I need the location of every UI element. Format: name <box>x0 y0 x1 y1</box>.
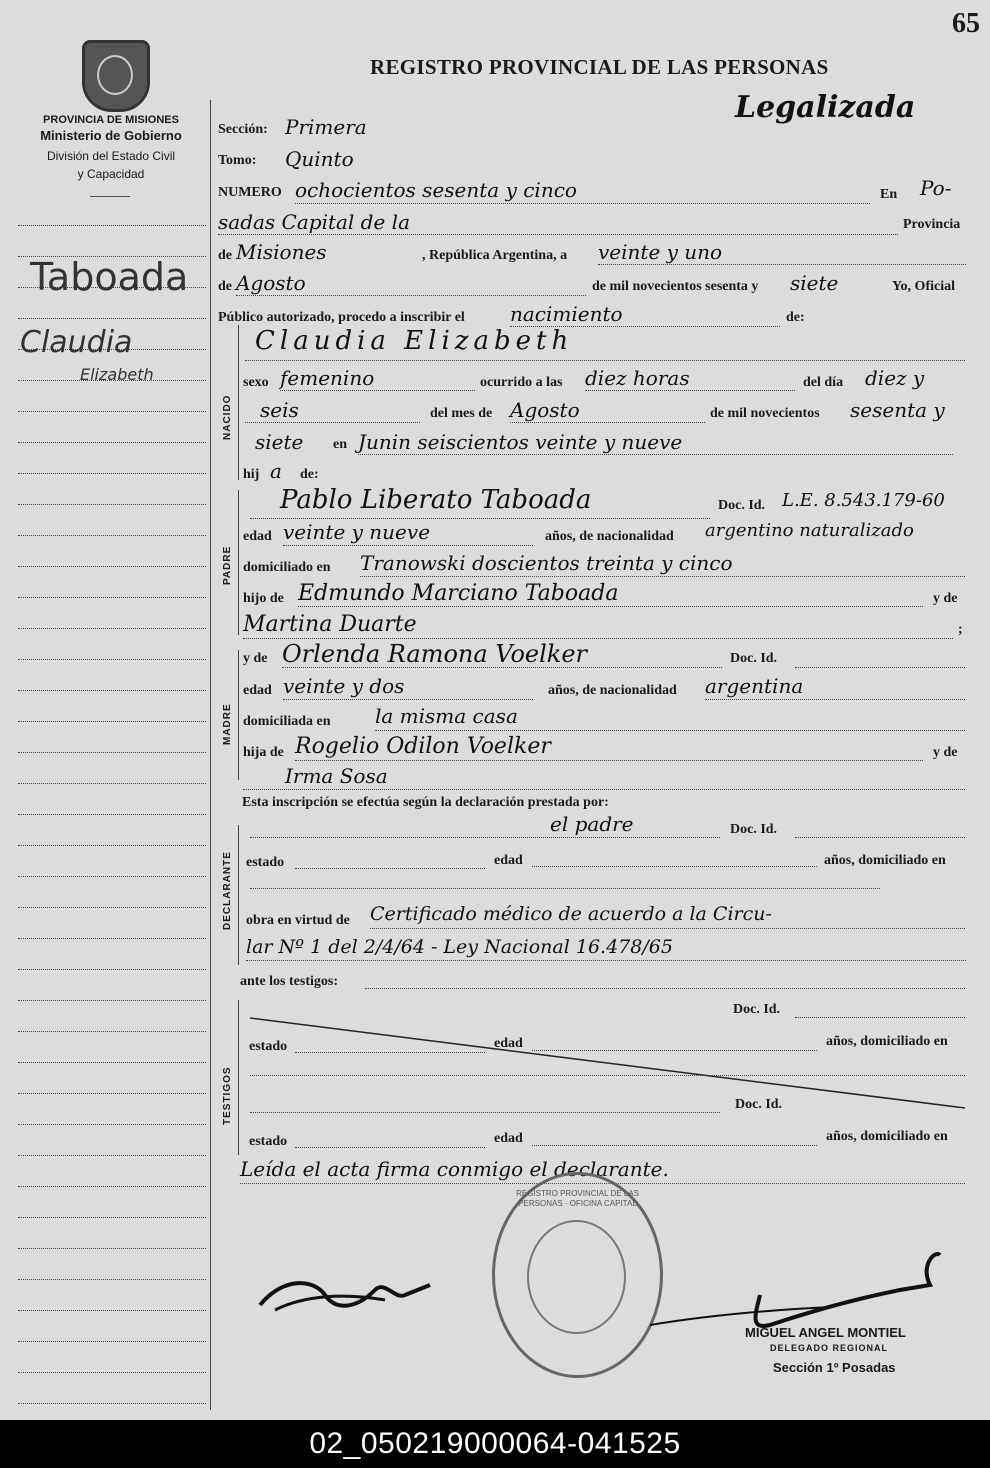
value-padre-doc: L.E. 8.543.179-60 <box>782 490 945 511</box>
value-lugar: Junin seiscientos veinte y nueve <box>358 430 683 454</box>
value-padre-madre: Martina Duarte <box>243 612 417 637</box>
agency-ministry: Ministerio de Gobierno <box>40 128 182 143</box>
margin-rule-line <box>18 783 206 784</box>
label-madre-doc: Doc. Id. <box>730 651 778 666</box>
label-hij: hij <box>243 467 260 482</box>
label-provincia: Provincia <box>903 217 961 232</box>
label-publico: Público autorizado, procedo a inscribir el <box>218 310 465 325</box>
line-testigo2-edad <box>532 1145 817 1146</box>
value-dia-a: diez y <box>865 366 925 390</box>
label-testigo2-estado: estado <box>249 1134 288 1149</box>
line-lugar <box>358 454 953 455</box>
margin-rule-line <box>18 597 206 598</box>
declarante-bracket <box>238 825 239 965</box>
value-padre: Pablo Liberato Taboada <box>280 485 592 515</box>
label-padre-edad: edad <box>243 529 272 544</box>
section-testigos: TESTIGOS <box>222 1066 233 1125</box>
line-numero <box>295 203 870 204</box>
footer-document-id: 02_050219000064-041525 <box>0 1420 990 1468</box>
label-madre-nac: años, de nacionalidad <box>548 683 677 698</box>
margin-rule-line <box>18 690 206 691</box>
margin-line <box>210 100 211 1410</box>
label-esta-inscripcion: Esta inscripción se efectúa según la declaración prestada por: <box>242 795 609 810</box>
margin-rule-line <box>18 1000 206 1001</box>
label-de-mil: de mil novecientos sesenta y <box>592 279 759 294</box>
line-mes <box>236 295 586 296</box>
value-anio: siete <box>790 271 839 295</box>
value-obra-b: lar Nº 1 del 2/4/64 - Ley Nacional 16.478/65 <box>246 936 673 958</box>
label-padre-dom: domiciliado en <box>243 560 331 575</box>
label-testigo1-doc: Doc. Id. <box>733 1002 781 1017</box>
value-tomo: Quinto <box>285 147 354 171</box>
line-testigo2 <box>250 1112 720 1113</box>
margin-rule-line <box>18 1279 206 1280</box>
line-testigo1-estado <box>295 1052 485 1053</box>
margin-rule-line <box>18 814 206 815</box>
section-nacido: NACIDO <box>222 394 233 440</box>
value-madre-madre: Irma Sosa <box>285 764 388 788</box>
margin-rule-line <box>18 876 206 877</box>
line-obra-b <box>246 960 966 961</box>
nacido-bracket <box>238 325 239 480</box>
label-testigo1-dom: años, domiciliado en <box>826 1034 948 1049</box>
value-numero: ochocientos sesenta y cinco <box>295 178 577 202</box>
margin-given-name-1: Claudia <box>20 325 133 360</box>
line-padre-hijo <box>298 606 923 607</box>
line-hora <box>585 390 795 391</box>
label-tomo: Tomo: <box>218 153 257 168</box>
value-obra-a: Certificado médico de acuerdo a la Circu- <box>370 903 772 925</box>
margin-rule-line <box>18 535 206 536</box>
label-declarante-edad: edad <box>494 853 523 868</box>
margin-rule-line <box>18 659 206 660</box>
margin-rule-line <box>18 1341 206 1342</box>
line-en <box>218 234 898 235</box>
line-fecha <box>598 264 966 265</box>
label-testigo1-edad: edad <box>494 1036 523 1051</box>
margin-rule-line <box>18 504 206 505</box>
margin-rule-line <box>18 1093 206 1094</box>
value-en-a: Po- <box>920 176 952 200</box>
page-number: 65 <box>952 8 980 39</box>
margin-rule-line <box>18 938 206 939</box>
value-fecha-mes: Agosto <box>236 271 306 295</box>
margin-rule-line <box>18 566 206 567</box>
line-padre-dom <box>360 576 965 577</box>
label-madre-edad: edad <box>243 683 272 698</box>
label-en-lugar: en <box>333 437 347 452</box>
line-mes-nac <box>510 422 705 423</box>
label-padre-doc: Doc. Id. <box>718 498 766 513</box>
official-section: Sección 1º Posadas <box>773 1360 896 1375</box>
line-padre-madre <box>243 638 953 639</box>
value-padre-nac: argentino naturalizado <box>705 520 914 541</box>
value-dia-b: seis <box>260 398 299 422</box>
label-padre-y-de: y de <box>933 591 958 606</box>
official-signature <box>650 1245 950 1335</box>
line-madre <box>282 667 722 668</box>
agency-division: División del Estado Civil <box>46 149 176 163</box>
value-padre-dom: Tranowski doscientos treinta y cinco <box>360 551 733 575</box>
margin-rule-line <box>18 907 206 908</box>
line-obra-a <box>370 928 965 929</box>
line-madre-hija <box>295 760 923 761</box>
label-madre-y-de: y de <box>243 651 268 666</box>
line-madre-madre <box>243 789 965 790</box>
value-padre-edad: veinte y nueve <box>283 520 431 544</box>
seal-emblem <box>527 1220 626 1334</box>
value-fecha-dia: veinte y uno <box>598 240 723 264</box>
value-madre: Orlenda Ramona Voelker <box>282 640 587 668</box>
label-declarante-doc: Doc. Id. <box>730 822 778 837</box>
label-de-mes: de <box>218 279 232 294</box>
margin-rule-line <box>18 721 206 722</box>
value-anio-a: sesenta y <box>850 398 945 422</box>
margin-rule-line <box>18 1155 206 1156</box>
testigos-cancel-line <box>250 1010 965 1110</box>
label-testigos: ante los testigos: <box>240 974 338 989</box>
label-ocurrido: ocurrido a las <box>480 375 563 390</box>
line-declarante-estado <box>295 868 485 869</box>
label-madre-y-de-2: y de <box>933 745 958 760</box>
line-madre-edad <box>283 699 533 700</box>
line-testigo1-doc <box>795 1017 965 1018</box>
margin-rule-line <box>18 1124 206 1125</box>
label-de-colon-2: de: <box>300 467 319 482</box>
seal-text: REGISTRO PROVINCIAL DE LAS PERSONAS · OFICINA CAPITAL <box>516 1189 639 1208</box>
label-del-dia: del día <box>803 375 844 390</box>
label-semicolon: ; <box>958 622 963 637</box>
label-yo-oficial: Yo, Oficial <box>892 279 955 294</box>
line-madre-doc <box>795 667 965 668</box>
line-madre-nac <box>705 699 965 700</box>
label-en: En <box>880 187 898 202</box>
label-sexo: sexo <box>243 375 269 390</box>
label-testigo2-doc: Doc. Id. <box>735 1097 783 1112</box>
margin-rule-line <box>18 845 206 846</box>
margin-surname: Taboada <box>30 255 189 299</box>
line-sexo <box>280 390 475 391</box>
value-anio-b: siete <box>255 430 304 454</box>
margin-rule-line <box>18 752 206 753</box>
line-declarante-doc <box>795 837 965 838</box>
margin-rule-line <box>18 442 206 443</box>
declarant-signature <box>255 1265 435 1325</box>
official-name: MIGUEL ANGEL MONTIEL <box>745 1325 906 1340</box>
padre-bracket <box>238 490 239 635</box>
header-divider <box>90 196 130 197</box>
margin-rule-line <box>18 1031 206 1032</box>
label-madre-hija: hija de <box>243 745 284 760</box>
value-mes: Agosto <box>510 398 580 422</box>
margin-rule-line <box>18 1062 206 1063</box>
margin-rule-line <box>18 1217 206 1218</box>
label-del-mes: del mes de <box>430 406 493 421</box>
margin-given-name-2: Elizabeth <box>80 365 154 384</box>
provincial-crest <box>82 40 150 112</box>
value-madre-dom: la misma casa <box>375 704 518 728</box>
value-madre-edad: veinte y dos <box>283 674 405 698</box>
margin-rule-line <box>18 225 206 226</box>
section-madre: MADRE <box>222 703 233 745</box>
margin-rule-line <box>18 411 206 412</box>
value-acto: nacimiento <box>510 302 623 326</box>
line-dia <box>245 422 420 423</box>
label-republica: , República Argentina, a <box>422 248 568 263</box>
agency-province: PROVINCIA DE MISIONES <box>43 114 179 126</box>
label-de-mil-2: de mil novecientos <box>710 406 820 421</box>
label-testigo2-dom: años, domiciliado en <box>826 1129 948 1144</box>
line-nombre <box>245 360 965 361</box>
value-padre-hijo: Edmundo Marciano Taboada <box>298 581 619 606</box>
label-testigo2-edad: edad <box>494 1131 523 1146</box>
label-numero: NUMERO <box>218 185 282 200</box>
margin-rule-line <box>18 473 206 474</box>
line-testigos <box>365 988 965 989</box>
label-obra: obra en virtud de <box>246 913 350 928</box>
margin-rule-line <box>18 1403 206 1404</box>
line-testigo1-dom <box>250 1075 965 1076</box>
document-title: REGISTRO PROVINCIAL DE LAS PERSONAS <box>370 55 829 79</box>
margin-rule-line <box>18 1310 206 1311</box>
value-hora: diez horas <box>585 366 690 390</box>
section-declarante: DECLARANTE <box>222 851 233 930</box>
label-de: de <box>218 248 232 263</box>
line-declarante-dom <box>250 888 880 889</box>
line-declarante-edad <box>532 866 817 867</box>
line-testigo2-estado <box>295 1147 485 1148</box>
margin-rule-line <box>18 969 206 970</box>
line-padre-edad <box>283 545 533 546</box>
value-madre-hija: Rogelio Odilon Voelker <box>295 734 551 759</box>
value-hij: a <box>270 459 282 483</box>
value-en-b: sadas Capital de la <box>218 210 410 234</box>
margin-rule-line <box>18 1186 206 1187</box>
label-de-colon: de: <box>786 310 805 325</box>
label-padre-nac: años, de nacionalidad <box>545 529 674 544</box>
value-seccion: Primera <box>285 115 367 139</box>
value-sexo: femenino <box>280 366 375 390</box>
label-declarante-estado: estado <box>246 855 285 870</box>
value-nombre: Claudia Elizabeth <box>255 326 574 356</box>
label-declarante-dom: años, domiciliado en <box>824 853 946 868</box>
line-declarante <box>250 837 720 838</box>
margin-rule-line <box>18 628 206 629</box>
label-padre-hijo: hijo de <box>243 591 284 606</box>
line-testigo1-edad <box>532 1050 817 1051</box>
margin-rule-line <box>18 1372 206 1373</box>
section-padre: PADRE <box>222 545 233 585</box>
margin-rule-line <box>18 318 206 319</box>
margin-rule-line <box>18 1248 206 1249</box>
value-provincia: Misiones <box>236 240 327 264</box>
testigos-bracket <box>238 1000 239 1155</box>
value-cierre: Leída el acta firma conmigo el declarante. <box>240 1157 669 1181</box>
madre-bracket <box>238 650 239 780</box>
line-madre-dom <box>375 730 965 731</box>
line-padre <box>250 518 710 519</box>
value-declarante: el padre <box>550 812 634 836</box>
value-madre-nac: argentina <box>705 674 804 698</box>
legalized-stamp: Legalizada <box>735 90 916 125</box>
label-madre-dom: domiciliada en <box>243 714 331 729</box>
official-seal <box>492 1172 663 1378</box>
agency-capacity: y Capacidad <box>77 167 145 181</box>
official-role: DELEGADO REGIONAL <box>770 1343 889 1353</box>
label-seccion: Sección: <box>218 122 268 137</box>
label-testigo1-estado: estado <box>249 1039 288 1054</box>
